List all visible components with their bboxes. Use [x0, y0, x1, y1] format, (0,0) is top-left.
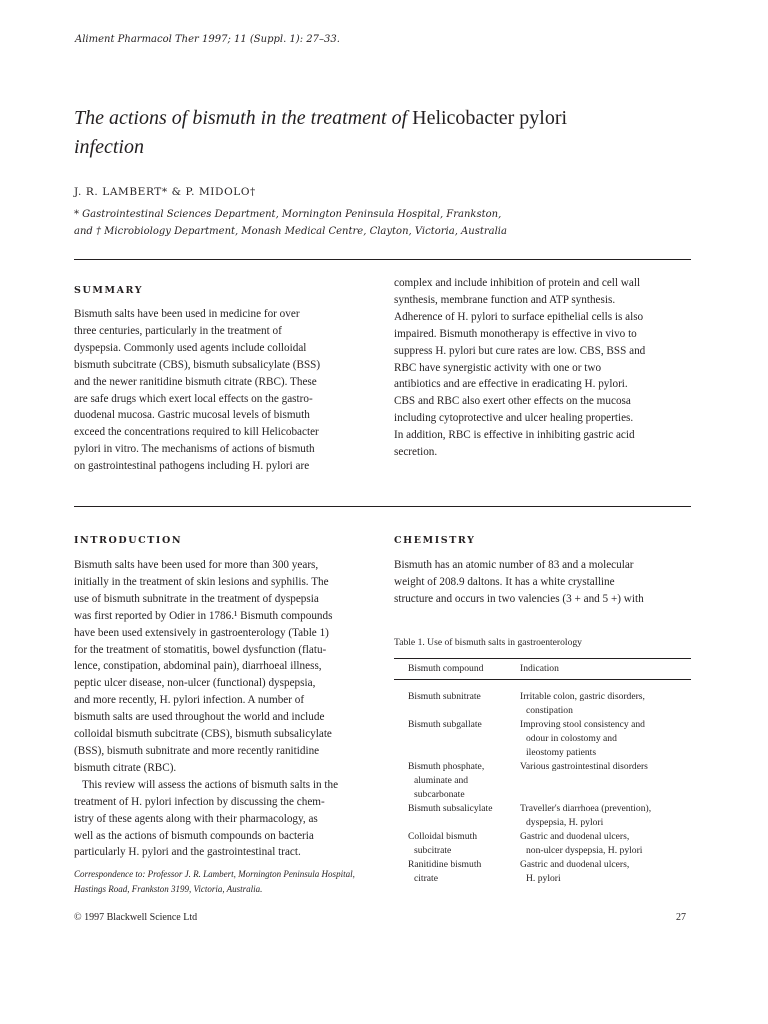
table-cell-indication: [516, 718, 691, 760]
summary-line: synthesis, membrane function and ATP synthesis.: [394, 293, 616, 306]
introduction-body: [74, 557, 372, 861]
cell-line: Bismuth subnitrate: [408, 691, 481, 702]
cell-line: Colloidal bismuth: [408, 831, 478, 842]
cell-line: dyspepsia, H. pylori: [526, 817, 604, 828]
cell-line: Gastric and duodenal ulcers,: [520, 859, 630, 870]
cell-line: Ranitidine bismuth: [408, 859, 482, 870]
summary-line: bismuth subcitrate (CBS), bismuth subsalicylate (BSS): [74, 358, 321, 371]
chemistry-line: structure and occurs in two valencies (3 + and 5 +) with: [394, 592, 644, 605]
chemistry-line: weight of 208.9 daltons. It has a white crystalline: [394, 575, 615, 588]
correspondence-note: [74, 867, 379, 897]
page-number: 27: [676, 912, 686, 923]
summary-line: three centuries, particularly in the treatment of: [74, 324, 282, 337]
table-cell-compound: [394, 680, 516, 719]
affiliation-1: * Gastrointestinal Sciences Department, Mornington Peninsula Hospital, Frankston,: [74, 209, 502, 220]
table-cell-indication: [516, 760, 691, 802]
summary-line: and the newer ranitidine bismuth citrate (RBC). These: [74, 375, 317, 388]
top-rule: [74, 259, 691, 260]
summary-heading: SUMMARY: [74, 285, 144, 296]
intro-line: for the treatment of stomatitis, bowel dysfunction (flatu-: [74, 643, 327, 656]
cell-line: citrate: [414, 873, 438, 884]
table-row: [394, 760, 691, 802]
cell-line: subcarbonate: [414, 789, 465, 800]
introduction-heading: INTRODUCTION: [74, 535, 183, 546]
authors: J. R. LAMBERT* & P. MIDOLO†: [74, 186, 256, 198]
summary-line: on gastrointestinal pathogens including H. pylori are: [74, 460, 310, 473]
summary-bottom-rule: [74, 506, 691, 507]
cell-line: Traveller's diarrhoea (prevention),: [520, 803, 652, 814]
summary-right-column: [394, 275, 694, 461]
cell-line: odour in colostomy and: [526, 733, 617, 744]
table-cell-indication: [516, 802, 691, 830]
cell-line: constipation: [526, 705, 573, 716]
table-cell-compound: [394, 858, 516, 886]
intro-line: and more recently, H. pylori infection. A number of: [74, 694, 305, 707]
cell-line: aluminate and: [414, 775, 469, 786]
summary-line: complex and include inhibition of protein and cell wall: [394, 277, 641, 289]
correspondence-line: Hastings Road, Frankston 3199, Victoria, Australia.: [74, 884, 263, 894]
correspondence-line: Correspondence to: Professor J. R. Lambert, Mornington Peninsula Hospital,: [74, 869, 355, 879]
article-title: [74, 104, 694, 162]
copyright: © 1997 Blackwell Science Ltd: [74, 912, 198, 923]
summary-line: suppress H. pylori but cure rates are low. CBS, BSS and: [394, 344, 646, 357]
affiliations: [74, 206, 674, 240]
table-row: [394, 718, 691, 760]
chemistry-line: Bismuth has an atomic number of 83 and a molecular: [394, 559, 634, 571]
table-row: [394, 858, 691, 886]
intro-line: particularly H. pylori and the gastrointestinal tract.: [74, 846, 301, 859]
summary-line: Adherence of H. pylori to surface epithelial cells is also: [394, 310, 644, 323]
summary-line: duodenal mucosa. Gastric mucosal levels of bismuth: [74, 409, 310, 422]
intro-line: initially in the treatment of skin lesions and syphilis. The: [74, 575, 329, 588]
table-cell-indication: [516, 858, 691, 886]
table-row: [394, 802, 691, 830]
cell-line: subcitrate: [414, 845, 452, 856]
intro-line: colloidal bismuth subcitrate (CBS), bismuth subsalicylate: [74, 728, 332, 741]
intro-line: bismuth citrate (RBC).: [74, 761, 177, 774]
cell-line: Irritable colon, gastric disorders,: [520, 691, 645, 702]
chemistry-heading: CHEMISTRY: [394, 535, 476, 546]
title-part-1: The actions of bismuth in the treatment of: [74, 107, 413, 129]
intro-line: (BSS), bismuth subnitrate and more recently ranitidine: [74, 744, 320, 757]
table-cell-compound: [394, 830, 516, 858]
summary-line: are safe drugs which exert local effects on the gastro-: [74, 392, 313, 405]
table-caption: Table 1. Use of bismuth salts in gastroenterology: [394, 637, 582, 648]
intro-line: peptic ulcer disease, non-ulcer (functional) dyspepsia,: [74, 677, 316, 690]
intro-line: istry of these agents along with their pharmacology, as: [74, 812, 318, 825]
intro-line: have been used extensively in gastroenterology (Table 1): [74, 626, 329, 639]
cell-line: ileostomy patients: [526, 747, 597, 758]
intro-line: use of bismuth subnitrate in the treatment of dyspepsia: [74, 592, 319, 605]
table-header-indication: Indication: [516, 659, 691, 680]
intro-line: Bismuth salts have been used for more than 300 years,: [74, 559, 319, 571]
cell-line: Bismuth phosphate,: [408, 761, 485, 772]
cell-line: Improving stool consistency and: [520, 719, 645, 730]
table-header-row: [394, 659, 691, 680]
summary-line: RBC have synergistic activity with one or two: [394, 361, 602, 374]
summary-line: CBS and RBC also exert other effects on the mucosa: [394, 395, 631, 408]
table-cell-indication: [516, 680, 691, 719]
journal-reference: Aliment Pharmacol Ther 1997; 11 (Suppl. 1): 27–33.: [75, 34, 340, 45]
table-cell-compound: [394, 802, 516, 830]
intro-line: well as the actions of bismuth compounds on bacteria: [74, 829, 314, 842]
summary-line: pylori in vitro. The mechanisms of actions of bismuth: [74, 443, 315, 456]
summary-line: secretion.: [394, 446, 438, 459]
intro-line: lence, constipation, abdominal pain), diarrhoeal illness,: [74, 660, 322, 673]
cell-line: Various gastrointestinal disorders: [520, 761, 648, 772]
cell-line: Bismuth subgallate: [408, 719, 482, 730]
intro-line: treatment of H. pylori infection by discussing the chem-: [74, 795, 325, 808]
summary-line: including cytoprotective and ulcer healing properties.: [394, 412, 634, 425]
summary-left-column: [74, 306, 384, 475]
table-row: [394, 830, 691, 858]
cell-line: Gastric and duodenal ulcers,: [520, 831, 630, 842]
intro-line: was first reported by Odier in 1786.¹ Bismuth compounds: [74, 609, 333, 622]
cell-line: non-ulcer dyspepsia, H. pylori: [526, 845, 643, 856]
title-organism: Helicobacter pylori: [412, 107, 568, 129]
summary-line: exceed the concentrations required to kill Helicobacter: [74, 426, 319, 439]
bismuth-uses-table: [394, 658, 691, 886]
summary-line: impaired. Bismuth monotherapy is effective in vivo to: [394, 327, 637, 340]
table-cell-indication: [516, 830, 691, 858]
title-part-3: infection: [74, 136, 144, 158]
summary-line: Bismuth salts have been used in medicine for over: [74, 308, 300, 320]
intro-line: This review will assess the actions of bismuth salts in the: [82, 778, 339, 791]
table-cell-compound: [394, 760, 516, 802]
summary-line: In addition, RBC is effective in inhibiting gastric acid: [394, 429, 635, 442]
table-row: [394, 680, 691, 719]
table-cell-compound: [394, 718, 516, 760]
intro-line: bismuth salts are used throughout the world and include: [74, 711, 325, 724]
table-header-compound: Bismuth compound: [394, 659, 516, 680]
cell-line: H. pylori: [526, 873, 561, 884]
affiliation-2: and † Microbiology Department, Monash Medical Centre, Clayton, Victoria, Australia: [74, 226, 507, 237]
cell-line: Bismuth subsalicylate: [408, 803, 493, 814]
summary-line: antibiotics and are effective in eradicating H. pylori.: [394, 378, 628, 391]
chemistry-body: [394, 557, 692, 608]
summary-line: dyspepsia. Commonly used agents include colloidal: [74, 341, 307, 354]
